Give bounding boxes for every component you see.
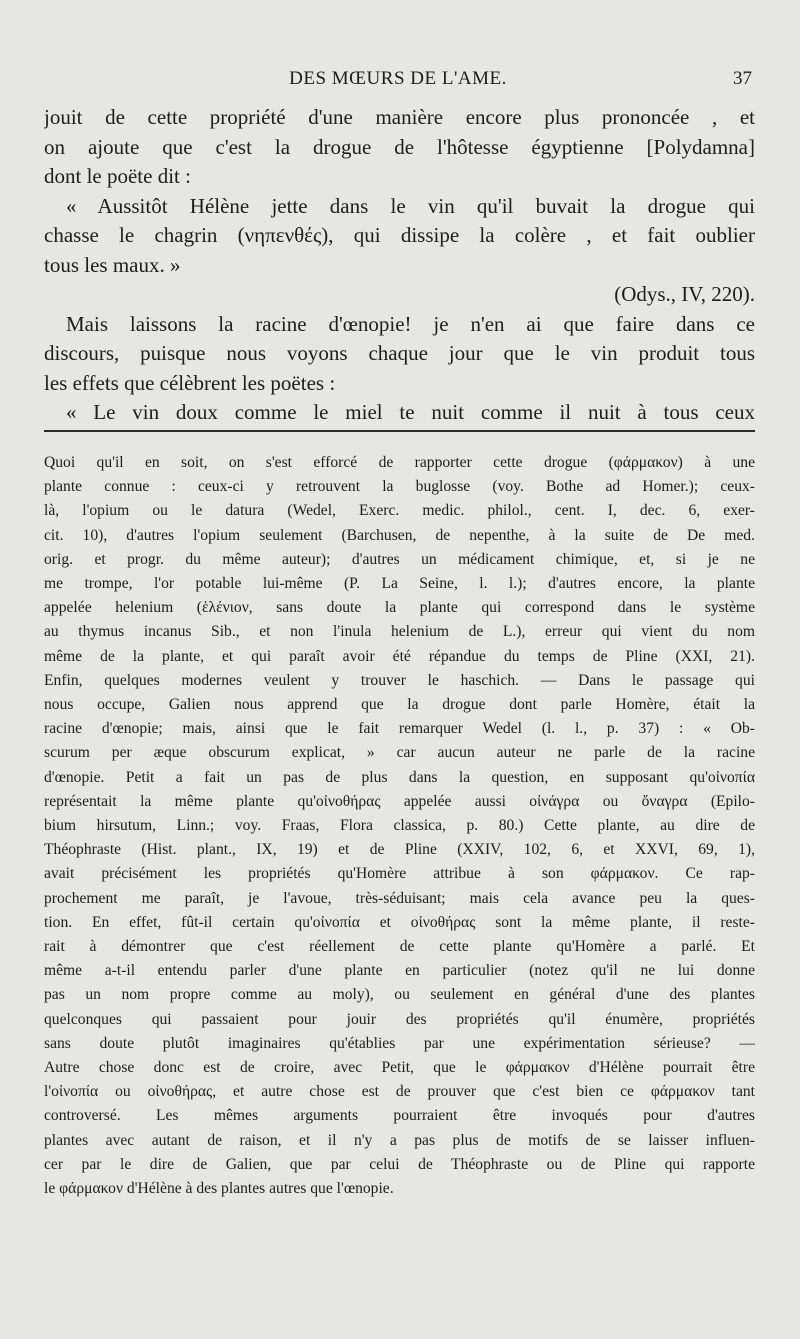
footnote-line: controversé. Les mêmes arguments pourraient être invoqués pour d'autres — [44, 1107, 755, 1125]
main-line: « Le vin doux comme le miel te nuit comme il nuit à tous ceux — [66, 400, 755, 424]
footnote-line: l'οἰνοπία ou οἰνοθήρας, et autre chose est de prouver que c'est bien ce φάρμακον tant — [44, 1083, 755, 1101]
main-line: on ajoute que c'est la drogue de l'hôtesse égyptienne [Polydamna] — [44, 134, 755, 159]
footnote-line: Quoi qu'il en soit, on s'est efforcé de rapporter cette drogue (φάρμακον) à une — [44, 454, 755, 471]
footnote-line: Enfin, quelques modernes veulent y trouver le haschich. — Dans le passage qui — [44, 671, 755, 689]
page-header — [44, 68, 752, 94]
footnote-line: pas un nom propre comme au moly), ou seulement en général d'une des plantes — [44, 986, 755, 1004]
footnote-rule — [44, 430, 755, 432]
footnote-line: cer par le dire de Galien, que par celui de Théophraste ou de Pline qui rapporte — [44, 1155, 755, 1173]
footnote-line: avait précisément les propriétés qu'Homère attribue à son φάρμακον. Ce rap- — [44, 865, 755, 883]
footnote-line: scurum per æque obscurum explicat, » car aucun auteur ne parle de la racine — [44, 744, 755, 762]
citation-line: (Odys., IV, 220). — [614, 282, 755, 306]
footnote-line: d'œnopie. Petit a fait un pas de plus dans la question, en supposant qu'οἰνοπία — [44, 768, 755, 786]
main-line: jouit de cette propriété d'une manière encore plus prononcée , et — [44, 105, 755, 129]
footnote-line: sans doute plutôt imaginaires qu'établies par une expérimentation sérieuse? — — [44, 1034, 755, 1052]
footnote-line: là, l'opium ou le datura (Wedel, Exerc. medic. philol., cent. I, dec. 6, exer- — [44, 502, 755, 520]
main-line: chasse le chagrin (νηπενθές), qui dissipe la colère , et fait oublier — [44, 223, 755, 247]
footnote-line: le φάρμακον d'Hélène à des plantes autres que l'œnopie. — [44, 1180, 394, 1198]
main-line: dont le poëte dit : — [44, 164, 191, 188]
main-line: « Aussitôt Hélène jette dans le vin qu'il buvait la drogue qui — [66, 193, 755, 218]
footnote-line: prochement me paraît, je l'avoue, très-séduisant; mais cela avance peu la ques- — [44, 889, 755, 907]
footnote-line: quelconques qui passaient pour jouir des propriétés qu'il énumère, propriétés — [44, 1010, 755, 1028]
footnote — [44, 451, 755, 1201]
footnote-line: même de la plante, et qui paraît avoir été répandue du temps de Pline (XXI, 21). — [44, 647, 755, 665]
main-text — [44, 103, 755, 428]
footnote-line: Autre chose donc est de croire, avec Petit, que le φάρμακον d'Hélène pourrait être — [44, 1059, 755, 1077]
running-title: DES MŒURS DE L'AME. — [289, 68, 507, 89]
footnote-line: représentait la même plante qu'οἰνοθήρας appelée aussi οἰνάγρα ou ὄναγρα (Epilo- — [44, 792, 755, 810]
main-line: les effets que célèbrent les poëtes : — [44, 370, 336, 395]
page-number: 37 — [733, 68, 752, 89]
footnote-line: au thymus incanus Sib., et non l'inula helenium de L.), erreur qui vient du nom — [44, 623, 755, 641]
footnote-line: rait à démontrer que c'est réellement de cette plante qu'Homère a parlé. Et — [44, 938, 755, 956]
footnote-line: me trompe, l'or potable lui-même (P. La Seine, l. l.); d'autres encore, la plante — [44, 575, 755, 593]
footnote-line: plante connue : ceux-ci y retrouvent la buglosse (voy. Bothe ad Homer.); ceux- — [44, 478, 755, 496]
footnote-line: orig. et progr. du même auteur); d'autres un médicament chimique, et, si je ne — [44, 550, 755, 568]
footnote-line: nous occupe, Galien nous apprend que la drogue dont parle Homère, était la — [44, 696, 755, 714]
footnote-line: plantes avec autant de raison, et il n'y a pas plus de motifs de se laisser influen- — [44, 1131, 755, 1149]
footnote-line: tion. En effet, fût-il certain qu'οἰνοπία et οἰνοθήρας sont la même plante, il reste- — [44, 913, 755, 931]
footnote-line: racine d'œnopie; mais, ainsi que le fait remarquer Wedel (l. l., p. 37) : « Ob- — [44, 720, 755, 738]
main-line: tous les maux. » — [44, 252, 181, 277]
footnote-line: appelée helenium (ἑλένιον, sans doute la plante qui correspond dans le système — [44, 599, 755, 617]
footnote-line: même a-t-il entendu parler d'une plante en particulier (notez qu'il ne lui donne — [44, 962, 755, 980]
footnote-line: Théophraste (Hist. plant., IX, 19) et de Pline (XXIV, 102, 6, et XXVI, 69, 1), — [44, 841, 755, 859]
footnote-line: bium hirsutum, Linn.; voy. Fraas, Flora classica, p. 80.) Cette plante, au dire de — [44, 817, 755, 835]
main-line: discours, puisque nous voyons chaque jour que le vin produit tous — [44, 341, 755, 365]
footnote-line: cit. 10), d'autres l'opium seulement (Barchusen, de nepenthe, à la suite de De med. — [44, 526, 755, 544]
main-line: Mais laissons la racine d'œnopie! je n'en ai que faire dans ce — [66, 311, 755, 336]
